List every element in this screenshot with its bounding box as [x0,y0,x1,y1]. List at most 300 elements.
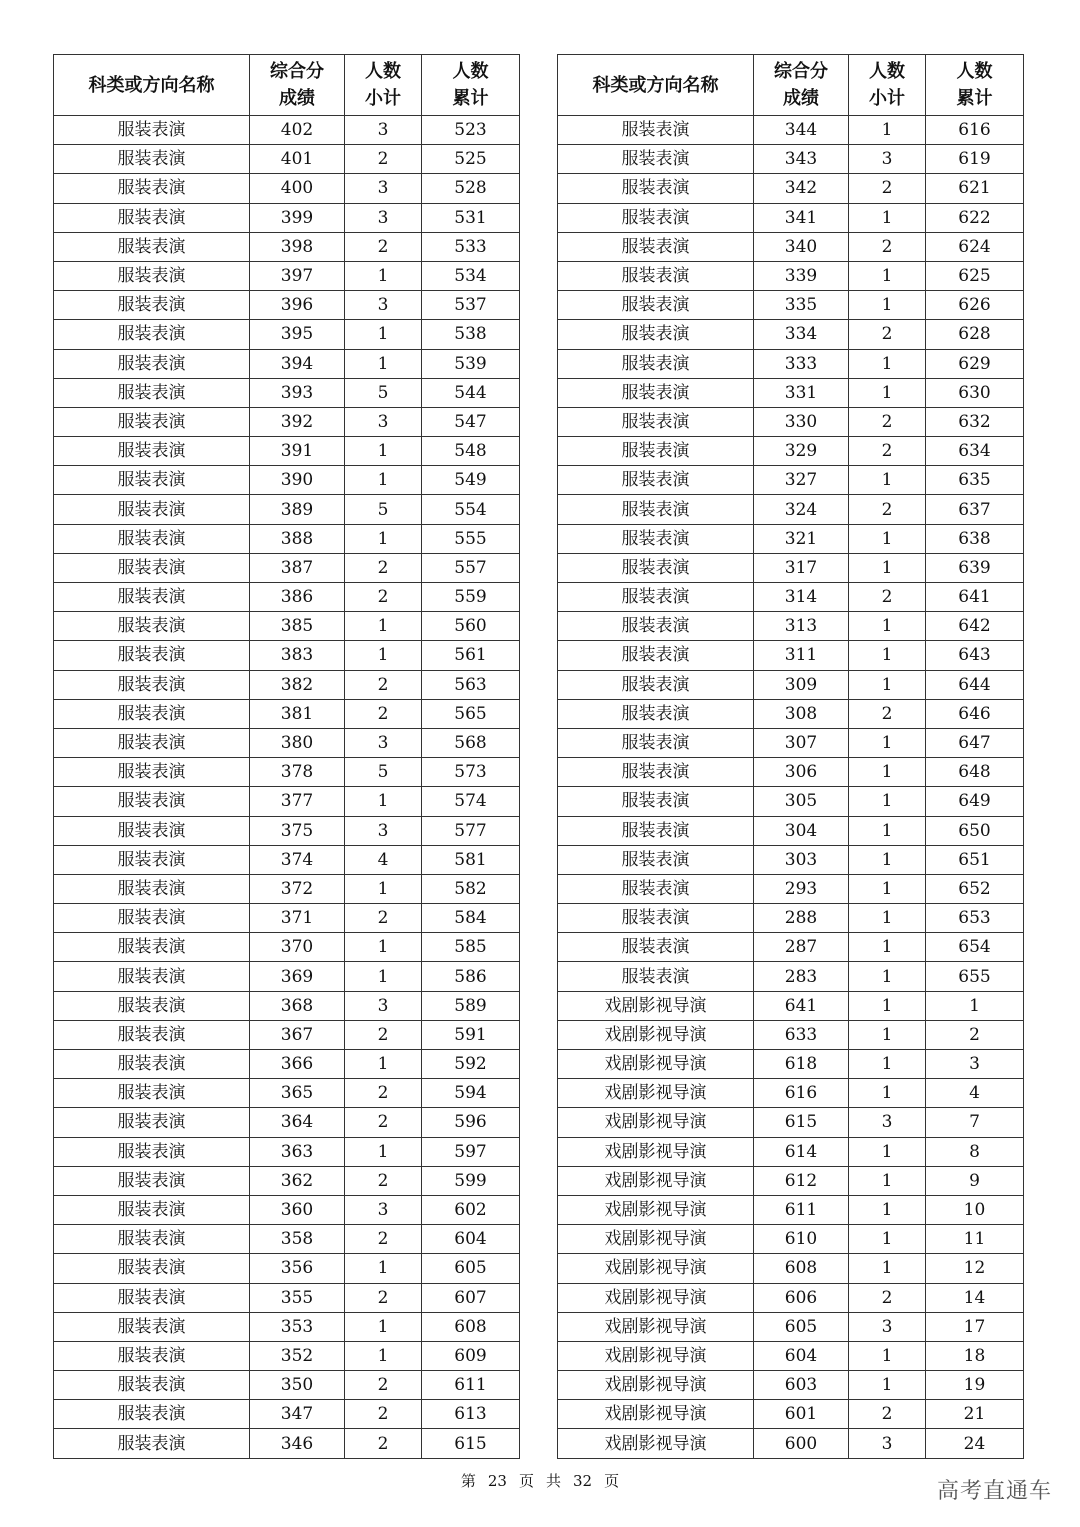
table-cell-name: 服装表演 [558,583,754,612]
table-cell-score: 391 [250,437,345,466]
table-cell-score: 401 [250,145,345,174]
table-cell-count: 2 [345,904,422,933]
table-cell-name: 服装表演 [54,145,250,174]
table-cell-total: 613 [422,1400,520,1429]
table-cell-score: 317 [754,553,849,582]
table-row [54,1166,520,1195]
table-row [54,1283,520,1312]
table-row [54,1195,520,1224]
table-cell-name: 服装表演 [54,553,250,582]
table-cell-name: 戏剧影视导演 [558,1079,754,1108]
table-cell-total: 555 [422,524,520,553]
table-cell-score: 330 [754,407,849,436]
table-cell-total: 565 [422,699,520,728]
table-cell-total: 639 [926,553,1024,582]
table-row [54,904,520,933]
table-cell-total: 560 [422,612,520,641]
table-row [54,174,520,203]
table-cell-score: 605 [754,1312,849,1341]
table-cell-name: 服装表演 [558,874,754,903]
table-row [54,553,520,582]
table-cell-name: 服装表演 [54,641,250,670]
table-cell-total: 650 [926,816,1024,845]
table-cell-count: 1 [849,1371,926,1400]
table-row [558,758,1024,787]
table-cell-name: 服装表演 [558,378,754,407]
table-row [558,612,1024,641]
table-cell-total: 651 [926,845,1024,874]
table-cell-name: 服装表演 [558,904,754,933]
table-cell-score: 287 [754,933,849,962]
table-cell-total: 635 [926,466,1024,495]
table-body-left [54,116,520,1459]
table-cell-count: 2 [849,1283,926,1312]
page-number: 23 [487,1472,507,1490]
table-row [558,1108,1024,1137]
table-cell-count: 1 [849,378,926,407]
table-row [558,1195,1024,1224]
header-score: 综合分 成绩 [250,55,345,116]
table-cell-name: 服装表演 [558,845,754,874]
table-cell-name: 服装表演 [54,378,250,407]
table-cell-name: 服装表演 [558,174,754,203]
table-cell-count: 1 [849,612,926,641]
table-cell-name: 服装表演 [558,291,754,320]
table-cell-name: 服装表演 [54,1108,250,1137]
table-cell-name: 服装表演 [558,553,754,582]
table-cell-total: 655 [926,962,1024,991]
table-cell-total: 534 [422,261,520,290]
table-cell-count: 1 [345,349,422,378]
table-cell-score: 352 [250,1341,345,1370]
table-cell-name: 服装表演 [54,1429,250,1458]
table-cell-count: 2 [345,1225,422,1254]
page-footer [0,1470,1080,1491]
table-row [558,261,1024,290]
table-cell-total: 644 [926,670,1024,699]
table-cell-count: 2 [345,553,422,582]
table-cell-total: 3 [926,1050,1024,1079]
table-row [558,145,1024,174]
table-cell-score: 603 [754,1371,849,1400]
table-cell-total: 563 [422,670,520,699]
table-cell-total: 1 [926,991,1024,1020]
table-cell-score: 387 [250,553,345,582]
table-cell-count: 3 [849,145,926,174]
table-cell-score: 355 [250,1283,345,1312]
table-cell-count: 1 [849,1020,926,1049]
table-cell-total: 568 [422,728,520,757]
header-total: 人数 累计 [422,55,520,116]
table-cell-total: 589 [422,991,520,1020]
table-cell-score: 342 [754,174,849,203]
table-cell-score: 368 [250,991,345,1020]
table-row [558,1079,1024,1108]
table-cell-name: 服装表演 [54,1050,250,1079]
table-cell-total: 547 [422,407,520,436]
table-cell-score: 335 [754,291,849,320]
table-cell-total: 7 [926,1108,1024,1137]
table-row [54,378,520,407]
table-row [558,699,1024,728]
table-cell-total: 18 [926,1341,1024,1370]
table-cell-total: 8 [926,1137,1024,1166]
table-cell-total: 548 [422,437,520,466]
table-row [558,583,1024,612]
table-cell-total: 574 [422,787,520,816]
table-cell-count: 1 [345,962,422,991]
table-cell-name: 服装表演 [54,758,250,787]
table-cell-score: 382 [250,670,345,699]
table-cell-total: 630 [926,378,1024,407]
table-cell-count: 1 [345,933,422,962]
table-cell-name: 服装表演 [558,962,754,991]
table-cell-score: 612 [754,1166,849,1195]
table-cell-name: 服装表演 [558,758,754,787]
table-cell-count: 1 [849,203,926,232]
table-cell-count: 1 [849,1254,926,1283]
table-row [54,291,520,320]
table-cell-total: 592 [422,1050,520,1079]
table-cell-count: 2 [345,232,422,261]
table-row [54,232,520,261]
table-cell-count: 2 [345,1429,422,1458]
table-cell-score: 369 [250,962,345,991]
table-row [54,787,520,816]
table-cell-count: 1 [849,787,926,816]
table-cell-count: 3 [849,1312,926,1341]
table-cell-count: 1 [345,1254,422,1283]
table-cell-score: 344 [754,116,849,145]
table-cell-count: 3 [345,291,422,320]
total-pages: 32 [573,1472,593,1490]
table-cell-count: 1 [849,1225,926,1254]
table-row [54,1371,520,1400]
table-cell-score: 358 [250,1225,345,1254]
table-cell-total: 24 [926,1429,1024,1458]
table-cell-score: 371 [250,904,345,933]
table-row [558,670,1024,699]
table-cell-score: 399 [250,203,345,232]
table-cell-count: 1 [849,466,926,495]
table-cell-total: 648 [926,758,1024,787]
table-row [558,816,1024,845]
table-cell-name: 服装表演 [558,699,754,728]
table-row [54,670,520,699]
table-cell-count: 2 [345,1371,422,1400]
table-cell-name: 服装表演 [54,349,250,378]
table-cell-name: 服装表演 [54,1371,250,1400]
table-cell-count: 1 [849,904,926,933]
table-cell-total: 577 [422,816,520,845]
table-cell-score: 350 [250,1371,345,1400]
table-cell-count: 5 [345,378,422,407]
table-cell-score: 321 [754,524,849,553]
table-cell-score: 375 [250,816,345,845]
table-cell-name: 戏剧影视导演 [558,1283,754,1312]
table-row [54,1050,520,1079]
table-row [558,874,1024,903]
table-row [558,1137,1024,1166]
table-cell-name: 服装表演 [54,407,250,436]
table-row [54,495,520,524]
table-cell-score: 370 [250,933,345,962]
table-cell-total: 641 [926,583,1024,612]
table-cell-total: 608 [422,1312,520,1341]
table-row [558,349,1024,378]
table-cell-score: 378 [250,758,345,787]
table-row [54,1108,520,1137]
table-cell-name: 服装表演 [54,320,250,349]
table-cell-total: 19 [926,1371,1024,1400]
table-cell-count: 2 [345,1020,422,1049]
table-cell-score: 288 [754,904,849,933]
table-row [54,1429,520,1458]
table-cell-score: 363 [250,1137,345,1166]
table-cell-name: 服装表演 [54,232,250,261]
table-row [54,991,520,1020]
table-cell-score: 367 [250,1020,345,1049]
table-cell-total: 646 [926,699,1024,728]
table-cell-score: 402 [250,116,345,145]
table-cell-name: 服装表演 [54,1341,250,1370]
table-cell-total: 21 [926,1400,1024,1429]
table-row [558,553,1024,582]
table-cell-count: 1 [345,874,422,903]
table-row [558,203,1024,232]
table-row [54,1137,520,1166]
table-cell-count: 3 [345,816,422,845]
table-row [558,466,1024,495]
table-cell-count: 1 [849,962,926,991]
table-cell-total: 629 [926,349,1024,378]
table-cell-count: 3 [345,991,422,1020]
footer-prefix: 第 [460,1472,476,1490]
table-cell-count: 3 [345,1195,422,1224]
table-cell-score: 360 [250,1195,345,1224]
table-cell-name: 服装表演 [54,612,250,641]
table-row [54,1225,520,1254]
header-count: 人数 小计 [345,55,422,116]
table-row [54,874,520,903]
table-cell-count: 1 [849,845,926,874]
footer-total-prefix: 共 [546,1472,562,1490]
table-cell-total: 649 [926,787,1024,816]
table-cell-total: 17 [926,1312,1024,1341]
table-cell-total: 597 [422,1137,520,1166]
table-cell-score: 303 [754,845,849,874]
table-row [54,699,520,728]
table-row [558,1166,1024,1195]
table-cell-count: 2 [849,1400,926,1429]
table-cell-count: 1 [345,1312,422,1341]
table-cell-count: 1 [345,437,422,466]
table-cell-score: 611 [754,1195,849,1224]
table-cell-score: 347 [250,1400,345,1429]
table-cell-score: 283 [754,962,849,991]
table-row [558,495,1024,524]
table-cell-name: 服装表演 [54,291,250,320]
table-row [558,291,1024,320]
table-row [54,349,520,378]
table-row [558,1371,1024,1400]
table-cell-name: 服装表演 [558,145,754,174]
table-cell-score: 614 [754,1137,849,1166]
table-cell-total: 607 [422,1283,520,1312]
table-cell-score: 364 [250,1108,345,1137]
table-row [54,407,520,436]
header-name: 科类或方向名称 [558,55,754,116]
table-cell-total: 619 [926,145,1024,174]
table-cell-total: 647 [926,728,1024,757]
table-cell-name: 服装表演 [558,203,754,232]
table-cell-name: 戏剧影视导演 [558,1312,754,1341]
table-row [558,1020,1024,1049]
table-cell-score: 314 [754,583,849,612]
table-cell-score: 610 [754,1225,849,1254]
table-cell-count: 3 [345,174,422,203]
table-cell-name: 服装表演 [54,1225,250,1254]
table-cell-name: 服装表演 [558,261,754,290]
table-cell-score: 307 [754,728,849,757]
table-row [54,1254,520,1283]
table-cell-total: 544 [422,378,520,407]
table-cell-total: 611 [422,1371,520,1400]
table-cell-score: 600 [754,1429,849,1458]
table-row [54,203,520,232]
table-cell-total: 581 [422,845,520,874]
table-cell-score: 396 [250,291,345,320]
table-cell-name: 服装表演 [54,466,250,495]
table-cell-count: 1 [345,466,422,495]
table-cell-total: 602 [422,1195,520,1224]
score-table-left [53,54,520,1459]
table-cell-score: 390 [250,466,345,495]
table-cell-name: 服装表演 [54,787,250,816]
table-cell-score: 400 [250,174,345,203]
table-cell-count: 1 [849,291,926,320]
table-cell-name: 服装表演 [54,1283,250,1312]
table-cell-count: 1 [849,816,926,845]
table-cell-name: 戏剧影视导演 [558,1195,754,1224]
table-cell-score: 356 [250,1254,345,1283]
table-cell-score: 309 [754,670,849,699]
watermark-text: 高考直通车 [936,1479,1052,1504]
table-row [54,524,520,553]
table-cell-count: 1 [849,349,926,378]
table-row [54,116,520,145]
table-cell-total: 557 [422,553,520,582]
table-row [54,612,520,641]
table-cell-count: 3 [345,203,422,232]
table-cell-count: 1 [849,553,926,582]
table-cell-name: 服装表演 [54,583,250,612]
table-row [558,1225,1024,1254]
table-cell-total: 591 [422,1020,520,1049]
table-cell-score: 386 [250,583,345,612]
table-cell-score: 353 [250,1312,345,1341]
table-cell-total: 528 [422,174,520,203]
table-row [558,232,1024,261]
table-cell-total: 615 [422,1429,520,1458]
table-cell-total: 561 [422,641,520,670]
table-cell-count: 1 [849,1166,926,1195]
table-row [558,845,1024,874]
table-row [558,904,1024,933]
table-row [558,1050,1024,1079]
table-cell-score: 394 [250,349,345,378]
table-cell-score: 393 [250,378,345,407]
table-cell-count: 2 [849,174,926,203]
table-cell-total: 594 [422,1079,520,1108]
table-row [558,787,1024,816]
table-cell-name: 戏剧影视导演 [558,1020,754,1049]
table-cell-score: 385 [250,612,345,641]
table-cell-name: 服装表演 [54,495,250,524]
table-cell-name: 服装表演 [54,874,250,903]
table-row [54,816,520,845]
table-cell-name: 服装表演 [558,641,754,670]
table-cell-score: 381 [250,699,345,728]
table-cell-total: 584 [422,904,520,933]
table-cell-score: 601 [754,1400,849,1429]
table-cell-count: 1 [849,524,926,553]
table-cell-score: 377 [250,787,345,816]
table-cell-name: 服装表演 [558,116,754,145]
table-cell-count: 2 [849,495,926,524]
table-cell-total: 9 [926,1166,1024,1195]
table-cell-name: 服装表演 [54,1137,250,1166]
table-cell-name: 服装表演 [558,232,754,261]
table-cell-score: 608 [754,1254,849,1283]
table-header-row [54,55,520,116]
table-cell-total: 554 [422,495,520,524]
table-cell-total: 625 [926,261,1024,290]
table-cell-total: 624 [926,232,1024,261]
table-cell-total: 609 [422,1341,520,1370]
table-cell-count: 2 [345,1079,422,1108]
table-cell-score: 313 [754,612,849,641]
table-cell-name: 服装表演 [54,728,250,757]
table-header-row [558,55,1024,116]
table-cell-score: 339 [754,261,849,290]
table-cell-total: 643 [926,641,1024,670]
table-cell-name: 服装表演 [54,991,250,1020]
table-cell-total: 549 [422,466,520,495]
table-cell-total: 616 [926,116,1024,145]
table-cell-name: 服装表演 [558,816,754,845]
table-cell-name: 服装表演 [558,728,754,757]
footer-total-unit: 页 [604,1472,620,1490]
table-cell-count: 1 [849,933,926,962]
table-cell-total: 525 [422,145,520,174]
table-cell-count: 2 [345,699,422,728]
table-cell-count: 1 [345,787,422,816]
table-cell-score: 606 [754,1283,849,1312]
table-cell-total: 585 [422,933,520,962]
table-cell-name: 服装表演 [54,845,250,874]
table-cell-total: 621 [926,174,1024,203]
header-total: 人数 累计 [926,55,1024,116]
table-cell-name: 服装表演 [54,904,250,933]
table-row [54,845,520,874]
table-cell-name: 服装表演 [54,816,250,845]
table-cell-name: 服装表演 [558,612,754,641]
table-row [558,962,1024,991]
table-cell-score: 398 [250,232,345,261]
table-cell-total: 537 [422,291,520,320]
table-cell-count: 2 [849,583,926,612]
